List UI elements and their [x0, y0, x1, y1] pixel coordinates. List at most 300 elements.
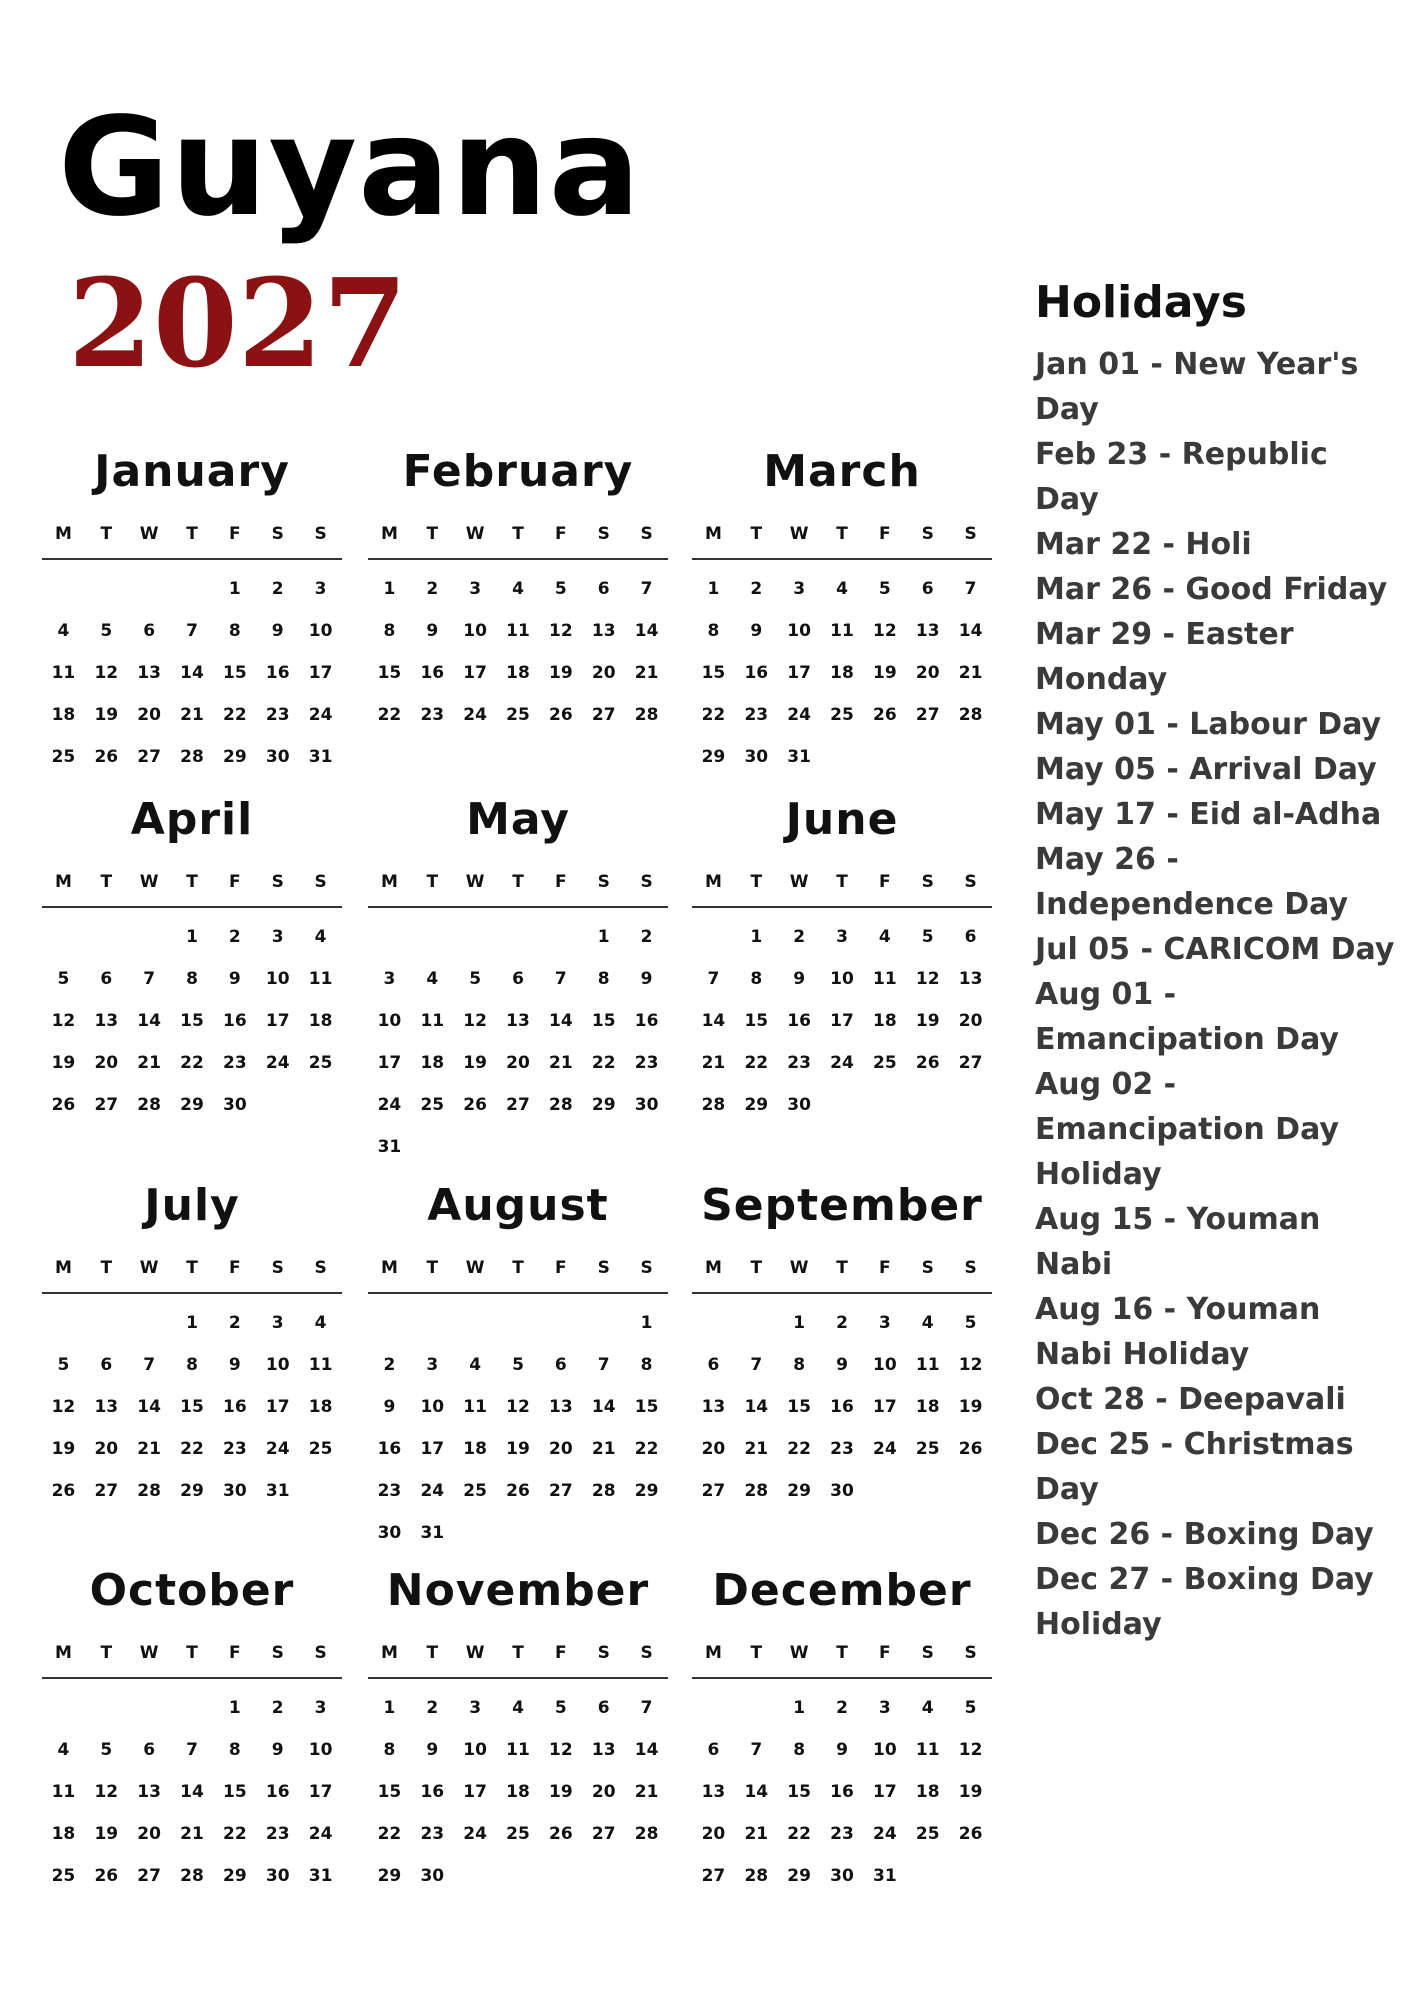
day-cell: 26	[958, 1439, 983, 1459]
weekday-header-row	[368, 1234, 668, 1288]
day-cell: 31	[308, 747, 333, 767]
day-cell: 4	[469, 1355, 482, 1375]
day-cell: 28	[549, 1095, 573, 1115]
day-cell: 23	[420, 1824, 445, 1844]
day-cell: 30	[223, 1095, 247, 1115]
day-cell: 20	[958, 1011, 983, 1031]
weekday-header: T	[750, 1643, 763, 1663]
day-cell: 18	[308, 1011, 333, 1031]
day-cell: 10	[420, 1397, 445, 1417]
day-cell: 28	[137, 1481, 161, 1501]
day-grid	[42, 1687, 342, 1897]
day-cell: 15	[377, 663, 402, 683]
day-cell: 12	[94, 663, 119, 683]
day-cell: 25	[463, 1481, 487, 1501]
day-cell: 24	[787, 705, 811, 725]
empty-cell	[411, 916, 454, 958]
weekday-header-row	[368, 500, 668, 554]
weekday-header: S	[921, 1643, 934, 1663]
day-cell: 27	[549, 1481, 573, 1501]
day-cell: 16	[830, 1397, 854, 1417]
holiday-item: May 01 - Labour Day	[1035, 707, 1382, 742]
day-cell: 12	[915, 969, 940, 989]
day-cell: 18	[915, 1782, 940, 1802]
weekday-header-row	[692, 1619, 992, 1673]
weekday-header: M	[54, 1258, 72, 1278]
day-cell: 20	[137, 1824, 161, 1844]
day-cell: 9	[271, 621, 284, 641]
day-cell: 30	[634, 1095, 659, 1115]
day-cell: 17	[420, 1439, 445, 1459]
weekday-header: F	[879, 1258, 891, 1278]
day-cell: 23	[787, 1053, 811, 1073]
day-cell: 15	[180, 1397, 204, 1417]
day-cell: 20	[591, 1782, 616, 1802]
day-cell: 23	[420, 705, 445, 725]
day-cell: 15	[787, 1782, 811, 1802]
holiday-item: Mar 26 - Good Friday	[1035, 572, 1388, 607]
day-cell: 13	[915, 621, 940, 641]
day-cell: 18	[915, 1397, 940, 1417]
day-cell: 1	[750, 927, 763, 947]
weekday-header: M	[54, 1643, 72, 1663]
day-grid	[692, 568, 992, 778]
day-cell: 25	[915, 1439, 940, 1459]
header-divider	[368, 906, 668, 908]
month-may	[368, 792, 668, 1168]
day-cell: 26	[915, 1053, 940, 1073]
weekday-header: S	[921, 1258, 934, 1278]
day-cell: 21	[744, 1824, 769, 1844]
empty-cell	[171, 568, 214, 610]
day-cell: 17	[377, 1053, 402, 1073]
day-cell: 5	[554, 579, 567, 599]
day-cell: 8	[228, 1740, 241, 1760]
day-cell: 15	[223, 663, 247, 683]
day-cell: 28	[744, 1481, 769, 1501]
day-cell: 26	[958, 1824, 983, 1844]
weekday-header: S	[964, 524, 977, 544]
weekday-header: S	[597, 1258, 610, 1278]
day-cell: 2	[836, 1313, 848, 1333]
weekday-header: W	[465, 872, 485, 892]
day-cell: 5	[57, 969, 70, 989]
weekday-header: F	[229, 1258, 241, 1278]
weekday-header: W	[465, 1643, 485, 1663]
weekday-header-row	[692, 848, 992, 902]
weekday-header: S	[597, 524, 610, 544]
day-cell: 1	[793, 1313, 806, 1333]
day-cell: 16	[787, 1011, 811, 1031]
day-cell: 23	[634, 1053, 659, 1073]
day-cell: 21	[634, 663, 659, 683]
weekday-header: S	[271, 872, 284, 892]
day-cell: 13	[958, 969, 983, 989]
day-cell: 9	[383, 1397, 396, 1417]
day-cell: 8	[383, 1740, 396, 1760]
day-cell: 23	[830, 1824, 854, 1844]
weekday-header: T	[186, 1258, 198, 1278]
weekday-header: M	[704, 1258, 722, 1278]
day-cell: 31	[377, 1137, 402, 1157]
day-cell: 20	[915, 663, 940, 683]
day-cell: 26	[94, 747, 119, 767]
day-cell: 16	[377, 1439, 402, 1459]
day-cell: 14	[137, 1011, 161, 1031]
day-cell: 3	[426, 1355, 439, 1375]
day-cell: 24	[463, 1824, 487, 1844]
empty-cell	[85, 916, 128, 958]
day-cell: 24	[873, 1439, 897, 1459]
day-cell: 9	[793, 969, 806, 989]
month-august	[368, 1178, 668, 1554]
header-divider	[692, 1677, 992, 1679]
weekday-header: S	[271, 524, 284, 544]
day-cell: 29	[591, 1095, 616, 1115]
day-cell: 1	[383, 1698, 396, 1718]
day-cell: 12	[958, 1740, 983, 1760]
weekday-header: T	[512, 1643, 524, 1663]
month-november	[368, 1563, 668, 1897]
day-cell: 14	[958, 621, 983, 641]
weekday-header-row	[42, 1234, 342, 1288]
day-cell: 6	[921, 579, 934, 599]
day-cell: 3	[469, 1698, 482, 1718]
weekday-header: T	[426, 872, 439, 892]
holiday-item: Aug 02 - Emancipation Day Holiday	[1035, 1067, 1339, 1192]
weekday-header: S	[640, 1643, 653, 1663]
weekday-header-row	[692, 1234, 992, 1288]
day-cell: 29	[377, 1866, 402, 1886]
day-cell: 14	[634, 621, 659, 641]
day-cell: 17	[308, 663, 333, 683]
day-cell: 2	[640, 927, 653, 947]
weekday-header: S	[921, 524, 934, 544]
day-cell: 22	[744, 1053, 769, 1073]
day-cell: 26	[51, 1095, 76, 1115]
day-cell: 22	[223, 705, 247, 725]
empty-cell	[735, 1302, 778, 1344]
day-cell: 15	[591, 1011, 616, 1031]
day-cell: 17	[265, 1011, 290, 1031]
empty-cell	[128, 1302, 171, 1344]
day-cell: 28	[634, 1824, 659, 1844]
holiday-item: Oct 28 - Deepavali	[1035, 1382, 1346, 1417]
day-cell: 8	[793, 1740, 806, 1760]
day-cell: 16	[265, 1782, 290, 1802]
day-cell: 18	[420, 1053, 445, 1073]
holiday-item: Jul 05 - CARICOM Day	[1035, 932, 1395, 967]
day-cell: 21	[137, 1053, 161, 1073]
day-cell: 8	[383, 621, 396, 641]
month-december	[692, 1563, 992, 1897]
month-name: July	[144, 1180, 240, 1231]
day-cell: 21	[634, 1782, 659, 1802]
day-cell: 25	[915, 1824, 940, 1844]
empty-cell	[42, 1687, 85, 1729]
day-cell: 9	[228, 1355, 241, 1375]
day-cell: 21	[549, 1053, 573, 1073]
day-cell: 2	[750, 579, 763, 599]
day-cell: 28	[180, 1866, 204, 1886]
day-cell: 27	[137, 747, 161, 767]
weekday-header: S	[314, 872, 327, 892]
day-cell: 12	[94, 1782, 119, 1802]
day-cell: 30	[830, 1866, 854, 1886]
day-cell: 24	[420, 1481, 445, 1501]
day-cell: 19	[94, 1824, 119, 1844]
day-cell: 11	[308, 969, 333, 989]
day-cell: 22	[180, 1053, 204, 1073]
weekday-header: S	[271, 1643, 284, 1663]
day-cell: 31	[308, 1866, 333, 1886]
day-cell: 4	[836, 579, 848, 599]
day-cell: 10	[463, 1740, 487, 1760]
holiday-item: May 17 - Eid al-Adha	[1035, 797, 1382, 832]
empty-cell	[735, 1687, 778, 1729]
day-cell: 12	[463, 1011, 487, 1031]
day-cell: 28	[701, 1095, 726, 1115]
weekday-header: W	[139, 1258, 159, 1278]
empty-cell	[171, 1687, 214, 1729]
empty-cell	[368, 916, 411, 958]
weekday-header-row	[368, 1619, 668, 1673]
day-cell: 7	[186, 1740, 198, 1760]
day-cell: 20	[137, 705, 161, 725]
day-cell: 1	[383, 579, 396, 599]
day-cell: 9	[426, 1740, 439, 1760]
day-cell: 4	[314, 927, 327, 947]
weekday-header: S	[314, 1643, 327, 1663]
day-cell: 4	[921, 1698, 934, 1718]
day-cell: 18	[463, 1439, 487, 1459]
day-cell: 20	[94, 1053, 119, 1073]
day-cell: 4	[878, 927, 891, 947]
day-cell: 14	[591, 1397, 616, 1417]
day-cell: 26	[94, 1866, 119, 1886]
day-cell: 19	[549, 663, 573, 683]
day-cell: 1	[707, 579, 720, 599]
day-cell: 24	[830, 1053, 854, 1073]
holiday-item: Dec 27 - Boxing Day Holiday	[1035, 1562, 1374, 1642]
day-cell: 22	[634, 1439, 659, 1459]
month-october	[42, 1563, 342, 1897]
day-cell: 14	[180, 663, 204, 683]
day-grid	[42, 916, 342, 1126]
day-cell: 1	[640, 1313, 653, 1333]
day-cell: 5	[878, 579, 891, 599]
day-cell: 10	[830, 969, 854, 989]
weekday-header: W	[139, 872, 159, 892]
day-cell: 28	[744, 1866, 769, 1886]
day-cell: 12	[506, 1397, 530, 1417]
day-cell: 30	[377, 1523, 402, 1543]
day-cell: 23	[223, 1439, 247, 1459]
day-cell: 27	[958, 1053, 983, 1073]
day-cell: 24	[265, 1439, 290, 1459]
day-cell: 4	[314, 1313, 327, 1333]
holiday-item: Mar 29 - Easter Monday	[1035, 617, 1294, 697]
weekday-header: W	[789, 1643, 809, 1663]
weekday-header: S	[640, 524, 653, 544]
weekday-header-row	[42, 500, 342, 554]
day-cell: 3	[878, 1698, 891, 1718]
day-cell: 29	[634, 1481, 659, 1501]
day-cell: 18	[873, 1011, 897, 1031]
month-january	[42, 444, 342, 778]
day-cell: 23	[265, 1824, 290, 1844]
day-cell: 2	[793, 927, 806, 947]
day-cell: 6	[597, 579, 610, 599]
day-cell: 20	[591, 663, 616, 683]
day-cell: 28	[634, 705, 659, 725]
day-cell: 31	[873, 1866, 897, 1886]
weekday-header: M	[380, 872, 398, 892]
day-cell: 5	[512, 1355, 524, 1375]
day-cell: 6	[512, 969, 524, 989]
day-cell: 15	[377, 1782, 402, 1802]
weekday-header: M	[380, 1258, 398, 1278]
day-cell: 6	[100, 969, 113, 989]
weekday-header: F	[555, 872, 567, 892]
day-cell: 8	[707, 621, 720, 641]
day-cell: 15	[223, 1782, 247, 1802]
day-cell: 14	[744, 1397, 769, 1417]
day-cell: 10	[873, 1355, 897, 1375]
day-grid	[692, 916, 992, 1126]
weekday-header: T	[512, 524, 524, 544]
day-cell: 8	[186, 969, 198, 989]
day-cell: 27	[137, 1866, 161, 1886]
day-cell: 3	[271, 927, 284, 947]
day-cell: 1	[228, 579, 241, 599]
day-cell: 1	[228, 1698, 241, 1718]
day-cell: 19	[94, 705, 119, 725]
month-july	[42, 1178, 342, 1512]
day-cell: 22	[377, 705, 402, 725]
day-cell: 6	[143, 1740, 156, 1760]
day-cell: 16	[830, 1782, 854, 1802]
day-cell: 29	[223, 747, 247, 767]
day-cell: 2	[271, 579, 284, 599]
weekday-header: F	[229, 1643, 241, 1663]
month-name: February	[402, 446, 634, 497]
day-cell: 5	[921, 927, 934, 947]
day-cell: 13	[591, 1740, 616, 1760]
empty-cell	[497, 1302, 540, 1344]
day-cell: 16	[223, 1397, 247, 1417]
day-cell: 14	[137, 1397, 161, 1417]
holiday-item: Jan 01 - New Year's Day	[1035, 347, 1359, 427]
day-cell: 13	[94, 1011, 119, 1031]
empty-cell	[692, 1302, 735, 1344]
day-cell: 11	[506, 621, 530, 641]
day-cell: 28	[591, 1481, 616, 1501]
day-cell: 9	[750, 621, 763, 641]
weekday-header: W	[465, 1258, 485, 1278]
day-cell: 28	[137, 1095, 161, 1115]
month-name: April	[130, 794, 254, 845]
empty-cell	[85, 1302, 128, 1344]
day-cell: 13	[701, 1782, 726, 1802]
day-cell: 27	[591, 1824, 616, 1844]
day-cell: 25	[51, 747, 76, 767]
holiday-item: Dec 26 - Boxing Day	[1035, 1517, 1374, 1552]
day-cell: 30	[265, 1866, 290, 1886]
day-cell: 20	[506, 1053, 530, 1073]
day-cell: 25	[308, 1439, 333, 1459]
day-cell: 20	[701, 1439, 726, 1459]
header-divider	[692, 1292, 992, 1294]
day-cell: 18	[51, 1824, 76, 1844]
day-grid	[368, 1687, 668, 1897]
weekday-header: T	[426, 524, 439, 544]
day-cell: 13	[549, 1397, 573, 1417]
weekday-header-row	[368, 848, 668, 902]
day-cell: 30	[787, 1095, 811, 1115]
weekday-header: T	[100, 1258, 113, 1278]
day-cell: 5	[57, 1355, 70, 1375]
day-cell: 15	[701, 663, 726, 683]
day-grid	[368, 1302, 668, 1554]
day-cell: 12	[549, 1740, 573, 1760]
day-cell: 19	[506, 1439, 530, 1459]
month-april	[42, 792, 342, 1126]
day-cell: 20	[549, 1439, 573, 1459]
day-cell: 26	[51, 1481, 76, 1501]
weekday-header: M	[380, 1643, 398, 1663]
day-cell: 19	[958, 1397, 983, 1417]
day-cell: 24	[463, 705, 487, 725]
day-cell: 7	[554, 969, 567, 989]
day-cell: 1	[793, 1698, 806, 1718]
day-cell: 25	[506, 705, 530, 725]
holiday-item: Feb 23 - Republic Day	[1035, 437, 1328, 517]
day-grid	[692, 1687, 992, 1897]
weekday-header: S	[271, 1258, 284, 1278]
day-cell: 18	[506, 663, 530, 683]
day-cell: 18	[830, 663, 854, 683]
weekday-header: S	[964, 1643, 977, 1663]
calendar-country-title: Guyana	[58, 89, 642, 247]
weekday-header: T	[750, 872, 763, 892]
day-cell: 17	[873, 1782, 897, 1802]
day-cell: 23	[377, 1481, 402, 1501]
day-cell: 22	[701, 705, 726, 725]
day-cell: 22	[180, 1439, 204, 1459]
day-cell: 11	[873, 969, 897, 989]
day-cell: 15	[180, 1011, 204, 1031]
month-name: May	[466, 794, 570, 845]
day-cell: 27	[591, 705, 616, 725]
day-cell: 21	[744, 1439, 769, 1459]
day-cell: 27	[94, 1481, 119, 1501]
day-cell: 27	[701, 1481, 726, 1501]
weekday-header: T	[836, 872, 848, 892]
day-cell: 9	[426, 621, 439, 641]
day-cell: 29	[787, 1866, 811, 1886]
day-cell: 25	[51, 1866, 76, 1886]
header-divider	[42, 906, 342, 908]
header-divider	[42, 1292, 342, 1294]
day-cell: 26	[549, 1824, 573, 1844]
weekday-header: F	[229, 524, 241, 544]
month-name: June	[785, 794, 899, 845]
day-cell: 6	[707, 1740, 720, 1760]
day-cell: 5	[100, 1740, 113, 1760]
weekday-header: T	[426, 1258, 439, 1278]
day-cell: 3	[271, 1313, 284, 1333]
